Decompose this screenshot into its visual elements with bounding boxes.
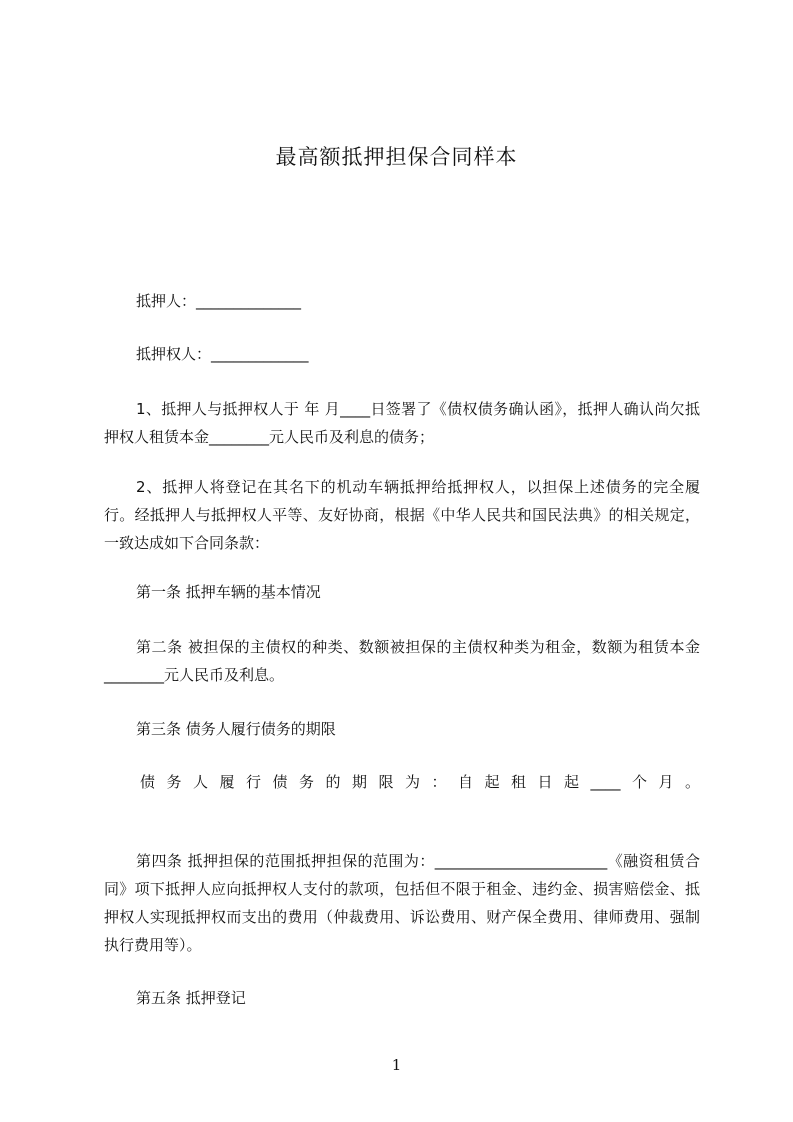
- article-5-heading: 第五条 抵押登记: [136, 989, 246, 1007]
- article-3-heading: 第三条 债务人履行债务的期限: [136, 720, 336, 738]
- article-2-paragraph: 第二条 被担保的主债权的种类、数额被担保的主债权种类为租金，数额为租赁本金________元人民币及利息。: [104, 638, 700, 684]
- article-4-paragraph: 第四条 抵押担保的范围抵押担保的范围为：_______________________《融资租赁合同》项下抵押人应向抵押权人支付的款项，包括但不限于租金、违约金、损害赔偿金、抵押权人实现抵押权而支出的费用（仲裁费用、诉讼费用、财产保全费用、律师费用、强制执行费用等）。: [104, 852, 700, 954]
- article-1-heading: 第一条 抵押车辆的基本情况: [136, 583, 321, 601]
- document-title: 最高额抵押担保合同样本: [275, 145, 518, 169]
- mortgagee-line: 抵押权人：_____________: [136, 345, 309, 363]
- clause-1-paragraph: 1、抵押人与抵押权人于 年 月____日签署了《债权债务确认函》，抵押人确认尚欠抵押权人租赁本金________元人民币及利息的债务；: [104, 400, 700, 446]
- article-3-body: 债务人履行债务的期限为：自起租日起____个月。: [140, 773, 700, 791]
- clause-2-paragraph: 2、抵押人将登记在其名下的机动车辆抵押给抵押权人，以担保上述债务的完全履行。经抵押人与抵押权人平等、友好协商，根据《中华人民共和国民法典》的相关规定，一致达成如下合同条款：: [104, 478, 700, 552]
- mortgagor-line: 抵押人：______________: [136, 292, 302, 310]
- page-number: 1: [391, 1056, 402, 1074]
